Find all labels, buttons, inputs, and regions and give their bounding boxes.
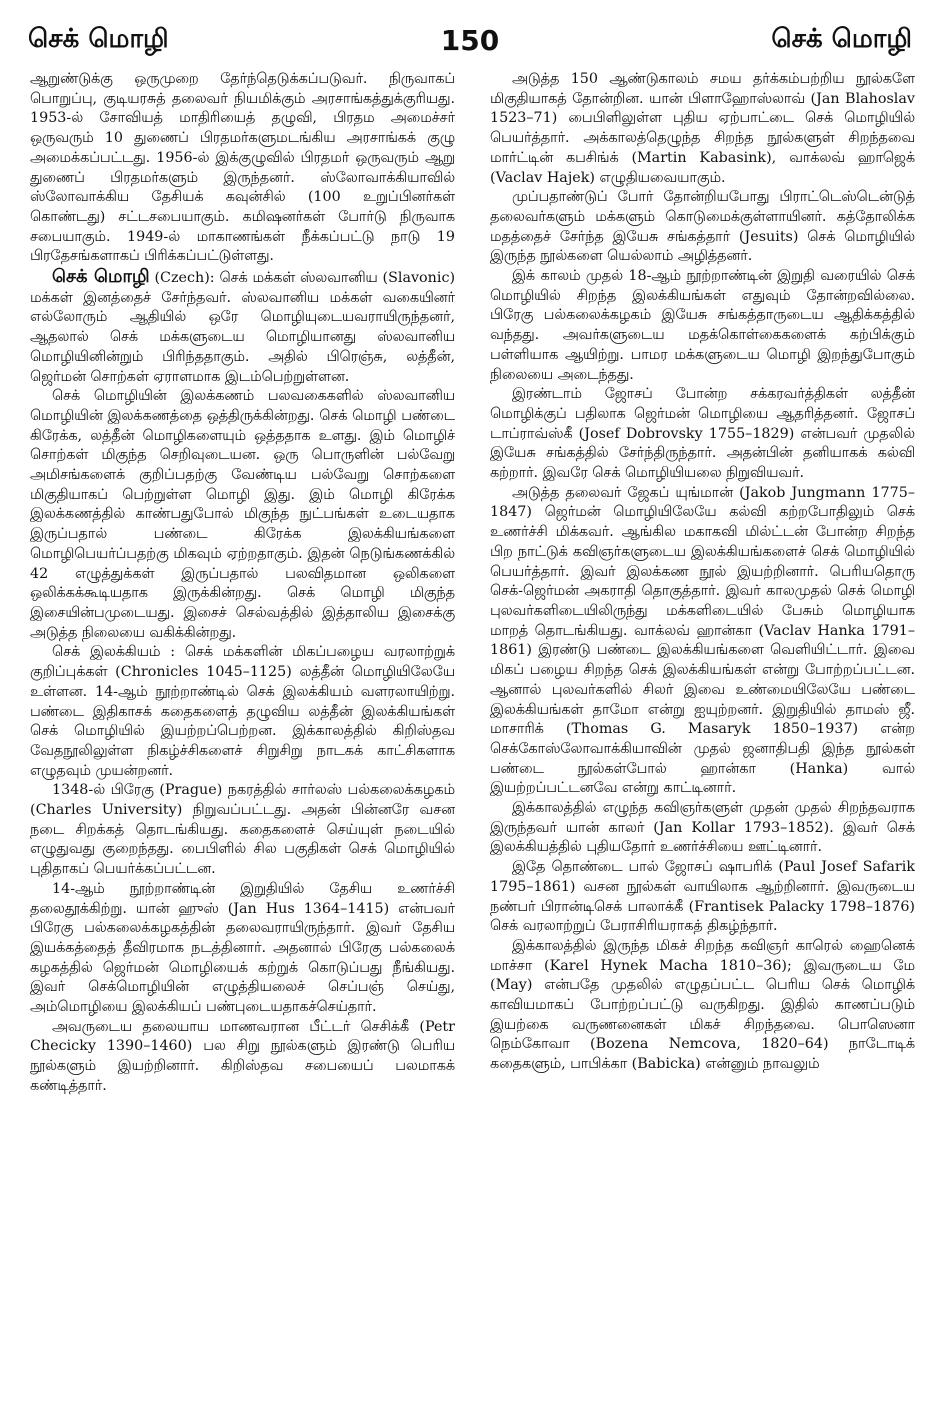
running-title-left: செக் மொழி [28, 23, 169, 54]
entry-title: செக் மொழி [52, 266, 150, 288]
paragraph: அடுத்த தலைவர் ஜேகப் யுங்மான் (Jakob Jungmann 1775–1847) ஜெர்மன் மொழியிலேயே கல்வி கற்றபோதிலும் செக் உணர்ச்சி மிக்கவர். ஆங்கில மகாகவி மில்ட்டன் போன்ற சிறந்த பிற நாட்டுக் கவிஞர்களுடைய இலக்கியங்களைச் செக் மொழியில் பெயர்த்தார். இவர் இலக்கண நூல் இயற்றினார். பெரியதொரு செக்-ஜெர்மன் அகராதி தொகுத்தார். இவர் காலமுதல் செக் மொழி புலவர்களிடையிலிருந்து மக்களிடையில் பேசும் மொழியாக மாறத் தொடங்கியது. வாக்லவ் ஹான்கா (Vaclav Hanka 1791–1861) இரண்டு பண்டை இலக்கியங்களை வெளியிட்டார். இவை மிகப் பழைய சிறந்த செக் இலக்கியங்கள் என்று போற்றப்பட்டன. ஆனால் புலவர்களில் சிலர் இவை உண்மையிலேயே பண்டை இலக்கியங்கள் தாமோ என்று ஐயுற்றனர். இறுதியில் தாமஸ் ஜீ. மாசாரிக் (Thomas G. Masaryk 1850–1937) என்ற செக்கோஸ்லோவாக்கியாவின் முதல் ஜனாதிபதி இந்த நூல்கள் பண்டை நூல்கள்போல் ஹான்கா (Hanka) வால் இயற்றப்பட்டனவே என்று காட்டினார். [490, 484, 915, 797]
page-header [28, 20, 912, 60]
paragraph: முப்பதாண்டுப் போர் தோன்றியபோது பிராட்டெஸ்டென்டுத் தலைவர்களும் மக்களும் கொடுமைக்குள்ளாயினர். கத்தோலிக்க மதத்தைச் சேர்ந்த இயேசு சங்கத்தார் (Jesuits) செக் மொழியில் இருந்த நூல்களை யெல்லாம் அழித்தனர். [490, 189, 915, 265]
paragraph: செக் மொழியின் இலக்கணம் பலவகைகளில் ஸ்லவானிய மொழியின் இலக்கணத்தை ஒத்திருக்கின்றது. செக் மொழி பண்டை கிரேக்க, லத்தீன் மொழிகளையும் ஒத்ததாக உளது. இம் மொழிச் சொற்கள் மிகுந்த செறிவுடையன. ஒரு பொருளின் பல்வேறு அமிசங்களைக் குறிப்பதற்கு வேண்டிய பல்வேறு சொற்களை மிகுதியாகப் பெற்றுள்ள மொழி இது. இம் மொழி கிரேக்க இலக்கணத்தில் காண்பதுபோல் மிகுந்த நுட்பங்கள் உடையதாக இருப்பதால் பண்டை கிரேக்க இலக்கியங்களை மொழிபெயர்ப்பதற்கு மிகவும் ஏற்றதாகும். இதன் நெடுங்கணக்கில் 42 எழுத்துக்கள் இருப்பதால் பலவிதமான ஒலிகளை ஒலிக்கக்கூடியதாக இருக்கின்றது. செக் மொழி மிகுந்த இசையின்பமுடையது. இசைச் செல்வத்தில் இத்தாலிய இசைக்கு அடுத்த நிலையை வகிக்கின்றது. [30, 388, 455, 641]
left-column [30, 70, 455, 1410]
paragraph: ஆறுண்டுக்கு ஒருமுறை தேர்ந்தெடுக்கப்படுவர். நிருவாகப் பொறுப்பு, குடியரசுத் தலைவர் நியமிக்கும் அரசாங்கத்துக்குரியது. 1953-ல் சோவியத் மாதிரியைத் தழுவி, பிரதம அமைச்சர் ஒருவரும் 10 துணைப் பிரதமர்களுமடங்கிய அரசாங்கக் குழு அமைக்கப்பட்டது. 1956-ல் இக்குழுவில் பிரதமர் ஒருவரும் ஆறு துணைப் பிரதமர்களும் இருந்தனர். ஸ்லோவாக்கியாவில் ஸ்லோவாக்கிய தேசியக் கவுன்சில் (100 உறுப்பினர்கள் கொண்டது) சட்டசபையாகும். கமிஷனர்கள் போர்டு நிருவாக சபையாகும். 1949-ல் மாகாணங்கள் நீக்கப்பட்டு நாடு 19 பிரதேசங்களாகப் பிரிக்கப்பட்டுள்ளது. [30, 71, 455, 265]
paragraph: செக் இலக்கியம் : செக் மக்களின் மிகப்பழைய வரலாற்றுக் குறிப்புக்கள் (Chronicles 1045–1125) லத்தீன் மொழியிலேயே உள்ளன. 14-ஆம் நூற்றாண்டில் செக் இலக்கியம் வளரலாயிற்று. பண்டை இதிகாசக் கதைகளைத் தழுவிய லத்தீன் இலக்கியங்கள் செக் மொழியில் இயற்றப்பெற்றன. இக்காலத்தில் கிறிஸ்தவ வேதநூலிலுள்ள நிகழ்ச்சிகளைச் சிறுசிறு நாடகக் காட்சிகளாக எழுதவும் முயன்றனர். [30, 644, 455, 779]
entry-latin: (Czech): [154, 270, 215, 287]
paragraph: 14-ஆம் நூற்றாண்டின் இறுதியில் தேசிய உணர்ச்சி தலைதூக்கிற்று. யான் ஹுஸ் (Jan Hus 1364–1415) என்பவர் பிரேகு பல்கலைக்கழகத்தின் தலைவராயிருந்தார். இவர் தேசிய இயக்கத்தைத் தீவிரமாக நடத்தினார். அதனால் பிரேகு பல்கலைக் கழகத்தில் ஜெர்மன் மொழியைக் கற்றுக் கொடுப்பது நீங்கியது. இவர் செக்மொழியின் எழுத்தியலைச் செப்பஞ் செய்து, அம்மொழியை இலக்கியப் பண்புடையதாகச்செய்தார். [30, 880, 455, 1016]
paragraph: இதே தொண்டை பால் ஜோசப் ஷாபரிக் (Paul Josef Safarik 1795–1861) வசன நூல்கள் வாயிலாக ஆற்றினார். இவருடைய நண்பர் பிரான்டிசெக் பாலாக்கீ (Frantisek Palacky 1798–1876) செக் வரலாற்றுப் பேராசிரியராகத் திகழ்ந்தார். [490, 859, 915, 935]
entry-text: செக் மக்கள் ஸ்லவானிய (Slavonic) மக்கள் இனத்தைச் சேர்ந்தவர். ஸ்லவானிய மக்கள் வகையினர் எல்லோரும் ஆதியில் ஒரே மொழியுடையவராயிருந்தனர், ஆதலால் செக் மக்களுடைய மொழியானது ஸ்லவானிய மொழியினின்றும் பிரிந்ததாகும். அதில் பிரெஞ்சு, லத்தீன், ஜெர்மன் சொற்கள் ஏராளமாக இடம்பெற்றுள்ளன. [30, 270, 455, 385]
right-column [490, 70, 915, 1410]
paragraph: அடுத்த 150 ஆண்டுகாலம் சமய தர்க்கம்பற்றிய நூல்களே மிகுதியாகத் தோன்றின. யான் பிளாஹோஸ்லாவ் (Jan Blahoslav 1523–71) பைபிளிலுள்ள புதிய ஏற்பாட்டை செக் மொழியில் பெயர்த்தார். அக்காலத்தெழுந்த சிறந்த நூல்களுள் சிறந்தவை மார்ட்டின் கபசிங்க் (Martin Kabasink), வாக்லவ் ஹாஜெக் (Vaclav Hajek) எழுதியவையாகும். [490, 71, 915, 186]
paragraph: 1348-ல் பிரேகு (Prague) நகரத்தில் சார்லஸ் பல்கலைக்கழகம் (Charles University) நிறுவப்பட்டது. அதன் பின்னரே வசன நடை சிறக்கத் தொடங்கியது. கதைகளைச் செய்யுள் நடையில் எழுதுவது குறைந்தது. பைபிளில் சில பகுதிகள் செக் மொழியில் புதிதாகப் பெயர்க்கப்பட்டன. [30, 782, 455, 878]
paragraph: இக் காலம் முதல் 18-ஆம் நூற்றாண்டின் இறுதி வரையில் செக் மொழியில் சிறந்த இலக்கியங்கள் எதுவும் தோன்றவில்லை. பிரேகு பல்கலைக்கழகம் இயேசு சங்கத்தாருடைய ஆதிக்கத்தில் வந்தது. அவர்களுடைய மதக்கொள்கைகளைக் கற்பிக்கும் பள்ளியாக ஆயிற்று. பாமர மக்களுடைய மொழி இறந்துபோகும் நிலையை அடைந்தது. [490, 268, 915, 383]
entry-paragraph [30, 267, 455, 387]
paragraph: இக்காலத்தில் இருந்த மிகச் சிறந்த கவிஞர் காரெல் ஹைனெக் மாச்சா (Karel Hynek Macha 1810–36); இவருடைய மே (May) என்பதே முதலில் எழுதப்பட்ட பெரிய செக் மொழிக் காவியமாகப் போற்றப்பட்டு வருகிறது. இதில் காணப்படும் இயற்கை வருணனைகள் மிகச் சிறந்தவை. பொஸெனா நெம்கோவா (Bozena Nemcova, 1820–64) நாடோடிக் கதைகளும், பாபிக்கா (Babicka) என்னும் நாவலும் [490, 937, 915, 1073]
page-number: 150 [440, 23, 500, 57]
paragraph: அவருடைய தலையாய மாணவரான பீட்டர் செசிக்கீ (Petr Checicky 1390–1460) பல சிறு நூல்களும் இரண்டு பெரிய நூல்களும் இயற்றினார். கிறிஸ்தவ சபையைப் பலமாகக் கண்டித்தார். [30, 1018, 455, 1094]
running-title-right: செக் மொழி [771, 23, 912, 54]
paragraph: இக்காலத்தில் எழுந்த கவிஞர்களுள் முதன் முதல் சிறந்தவராக இருந்தவர் யான் காலர் (Jan Kollar 1793–1852). இவர் செக் இலக்கியத்தில் புதியதோர் உணர்ச்சியை ஊட்டினார். [490, 800, 915, 856]
paragraph: இரண்டாம் ஜோசப் போன்ற சக்கரவர்த்திகள் லத்தீன் மொழிக்குப் பதிலாக ஜெர்மன் மொழியை ஆதரித்தனர். ஜோசப் டாப்ராவ்ஸ்கீ (Josef Dobrovsky 1755–1829) என்பவர் முதலில் இயேசு சங்கத்தில் சேர்ந்திருந்தார். அதன்பின் தனியாகக் கல்வி கற்றார். இவரே செக் மொழியியலை நிறுவியவர். [490, 386, 915, 482]
